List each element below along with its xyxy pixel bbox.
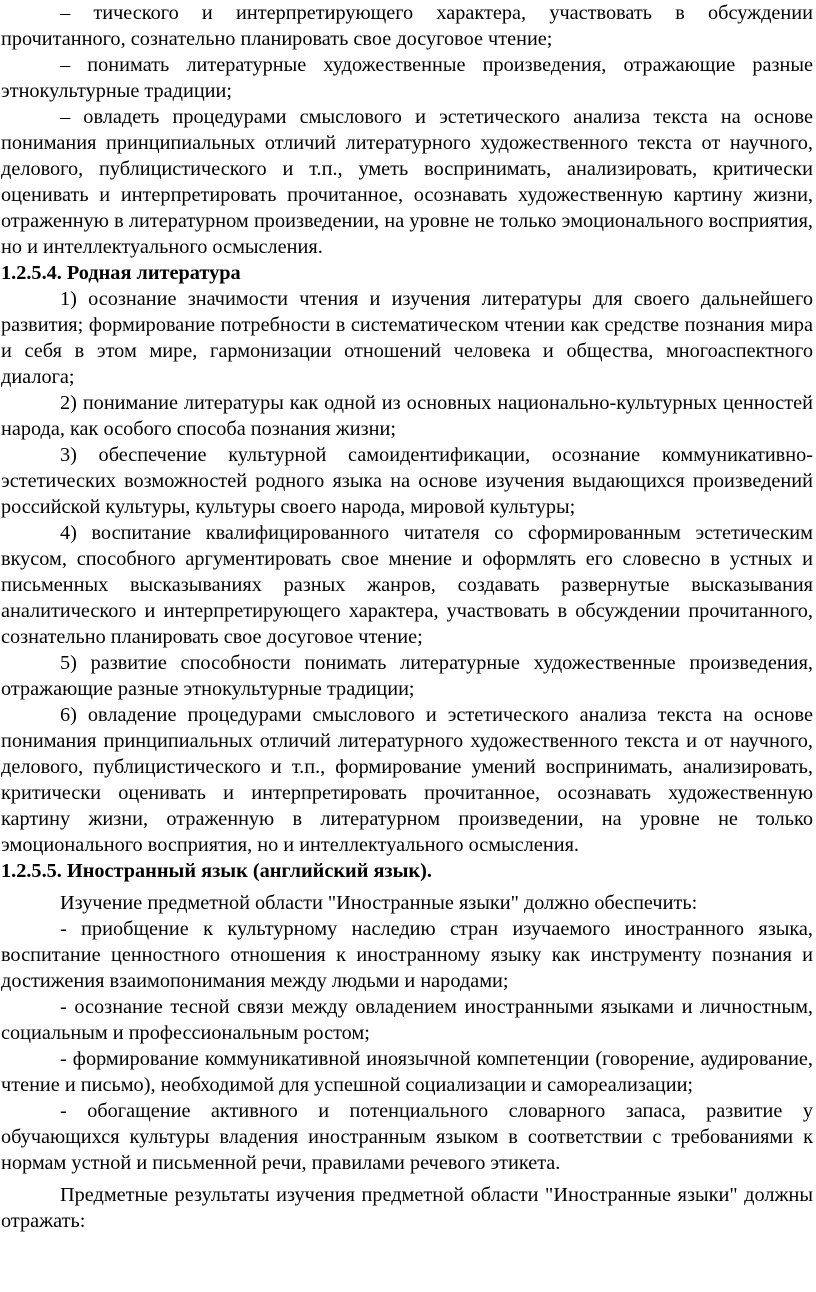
numbered-paragraph: 2) понимание литературы как одной из основных национально-культурных ценностей народа, как особого способа познания жизни; bbox=[1, 392, 813, 440]
numbered-paragraph: 5) развитие способности понимать литературные художественные произведения, отражающие разные этнокультурные традиции; bbox=[1, 652, 813, 700]
bullet-paragraph: – понимать литературные художественные произведения, отражающие разные этнокультурные традиции; bbox=[1, 54, 813, 102]
dash-paragraph: - осознание тесной связи между овладением иностранными языками и личностным, социальным и профессиональным ростом; bbox=[1, 996, 813, 1044]
results-paragraph: Предметные результаты изучения предметной области "Иностранные языки" должны отражать: bbox=[1, 1184, 813, 1232]
dash-paragraph: - обогащение активного и потенциального словарного запаса, развитие у обучающихся культуры владения иностранным языком в соответствии с требованиями к нормам устной и письменной речи, правилами речевого этикета. bbox=[1, 1100, 813, 1174]
bullet-paragraph: – тического и интерпретирующего характера, участвовать в обсуждении прочитанного, сознательно планировать свое досуговое чтение; bbox=[1, 2, 813, 50]
section-heading-native-literature: 1.2.5.4. Родная литература bbox=[1, 262, 241, 284]
numbered-paragraph: 6) овладение процедурами смыслового и эстетического анализа текста на основе понимания принципиальных отличий литературного художественного текста и от научного, делового, публицистического и т.п., формирование умений воспринимать, анализировать, критически оценивать и интерпретировать прочитанное, осознавать художественную картину жизни, отраженную в литературном произведении, на уровне не только эмоционального восприятия, но и интеллектуального осмысления. bbox=[1, 704, 813, 856]
section-heading-foreign-language: 1.2.5.5. Иностранный язык (английский язык). bbox=[1, 860, 432, 882]
intro-paragraph: Изучение предметной области "Иностранные языки" должно обеспечить: bbox=[60, 892, 698, 914]
numbered-paragraph: 3) обеспечение культурной самоидентификации, осознание коммуникативно-эстетических возможностей родного языка на основе изучения выдающихся произведений российской культуры, культуры своего народа, мировой культуры; bbox=[1, 444, 813, 518]
dash-paragraph: - формирование коммуникативной иноязычной компетенции (говорение, аудирование, чтение и письмо), необходимой для успешной социализации и самореализации; bbox=[1, 1048, 813, 1096]
bullet-paragraph: – овладеть процедурами смыслового и эстетического анализа текста на основе понимания принципиальных отличий литературного художественного текста от научного, делового, публицистического и т.п., уметь воспринимать, анализировать, критически оценивать и интерпретировать прочитанное, осознавать художественную картину жизни, отраженную в литературном произведении, на уровне не только эмоционального восприятия, но и интеллектуального осмысления. bbox=[1, 106, 813, 258]
dash-paragraph: - приобщение к культурному наследию стран изучаемого иностранного языка, воспитание ценностного отношения к иностранному языку как инструменту познания и достижения взаимопонимания между людьми и народами; bbox=[1, 918, 813, 992]
numbered-paragraph: 1) осознание значимости чтения и изучения литературы для своего дальнейшего развития; формирование потребности в систематическом чтении как средстве познания мира и себя в этом мире, гармонизации отношений человека и общества, многоаспектного диалога; bbox=[1, 288, 813, 388]
numbered-paragraph: 4) воспитание квалифицированного читателя со сформированным эстетическим вкусом, способного аргументировать свое мнение и оформлять его словесно в устных и письменных высказываниях разных жанров, создавать развернутые высказывания аналитического и интерпретирующего характера, участвовать в обсуждении прочитанного, сознательно планировать свое досуговое чтение; bbox=[1, 522, 813, 648]
